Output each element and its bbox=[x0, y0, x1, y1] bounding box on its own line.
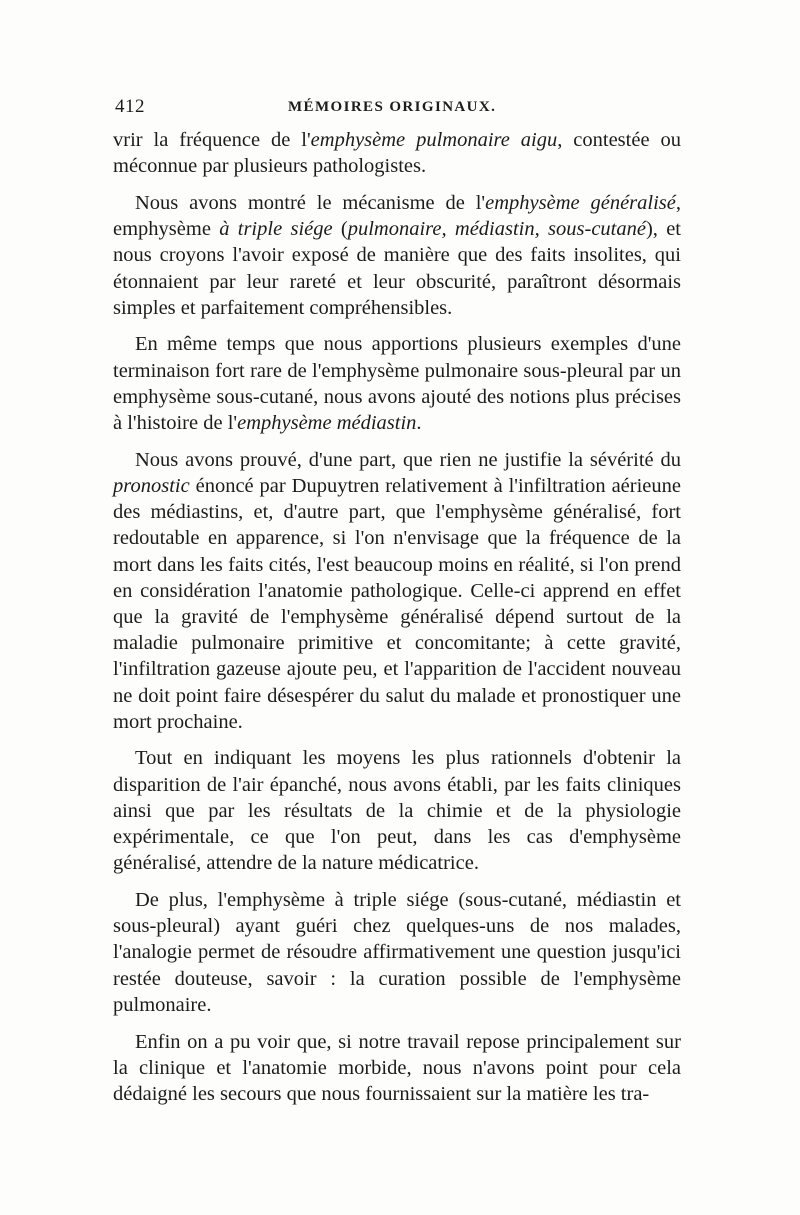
paragraph-continuation bbox=[113, 127, 681, 179]
paragraph bbox=[113, 1029, 681, 1108]
paragraph bbox=[113, 190, 681, 321]
text-run: . bbox=[416, 412, 422, 435]
body-text bbox=[113, 127, 681, 1107]
text-run: énoncé par Dupuytren relativement à l'infiltration aérieune des médiastins, et, d'autre part, que l'emphysème généralisé, fort redoutable en apparence, si l'on n'envisage que la fréquence de la mort dans les faits cités, l'est beaucoup moins en réalité, si l'on prend en considération l'anatomie pathologique. Celle-ci apprend en effet que la gravité de l'emphysème généralisé dépend surtout de la maladie pulmonaire primitive et concomitante; à cette gravité, l'infiltration gazeuse ajoute peu, et l'apparition de l'accident nouveau ne doit point faire désespérer du salut du malade et pronostiquer une mort prochaine. bbox=[113, 474, 681, 733]
text-run: Tout en indiquant les moyens les plus rationnels d'obtenir la disparition de l'air épanché, nous avons établi, par les faits cliniques ainsi que par les résultats de la chimie et de la physiologie expérimentale, ce que l'on peut, dans les cas d'emphysème généralisé, attendre de la nature médicatrice. bbox=[113, 747, 681, 875]
paragraph bbox=[113, 887, 681, 1018]
paragraph bbox=[113, 331, 681, 436]
text-run: En même temps que nous apportions plusieurs exemples d'une terminaison fort rare de l'emphysème pulmonaire sous-pleural par un emphysème sous-cutané, nous avons ajouté des notions plus précises à l'histoire de l' bbox=[113, 333, 681, 435]
italic-term: à triple siége bbox=[219, 218, 333, 241]
italic-term: pulmonaire, médiastin, sous-cutané bbox=[347, 218, 646, 241]
text-run: Nous avons montré le mécanisme de l' bbox=[135, 191, 486, 214]
text-run: vrir la fréquence de l' bbox=[113, 129, 311, 151]
italic-term: pronostic bbox=[113, 474, 190, 497]
italic-term: emphysème médiastin bbox=[237, 412, 417, 435]
text-run: De plus, l'emphysème à triple siége (sous-cutané, médiastin et sous-pleural) ayant guéri chez quelques-uns de nos malades, l'analogie permet de résoudre affirmativement une question jusqu'ici restée douteuse, savoir : la curation possible de l'emphysème pulmonaire. bbox=[113, 888, 681, 1016]
text-run: , emphysème bbox=[113, 191, 681, 241]
italic-term: emphysème pulmonaire aigu bbox=[310, 129, 558, 151]
paragraph bbox=[113, 447, 681, 735]
running-title: MÉMOIRES ORIGINAUX. bbox=[288, 99, 497, 115]
page-number: 412 bbox=[115, 96, 145, 117]
text-run: Nous avons prouvé, d'une part, que rien ne justifie la sévérité du bbox=[135, 448, 681, 471]
text-run: , contestée ou méconnue par plusieurs pathologistes. bbox=[113, 129, 681, 178]
text-run: Enfin on a pu voir que, si notre travail repose principalement sur la clinique et l'anatomie morbide, nous n'avons point pour cela dédaigné les secours que nous fournissaient sur la matière les tra- bbox=[113, 1030, 681, 1105]
text-run: ( bbox=[332, 218, 348, 241]
running-header bbox=[113, 96, 679, 120]
italic-term: emphysème généralisé bbox=[485, 191, 676, 214]
paragraph bbox=[113, 745, 681, 876]
text-run: ), et nous croyons l'avoir exposé de manière que des faits insolites, qui étonnaient par leur rareté et leur obscurité, paraîtront désormais simples et parfaitement compréhensibles. bbox=[113, 218, 682, 319]
